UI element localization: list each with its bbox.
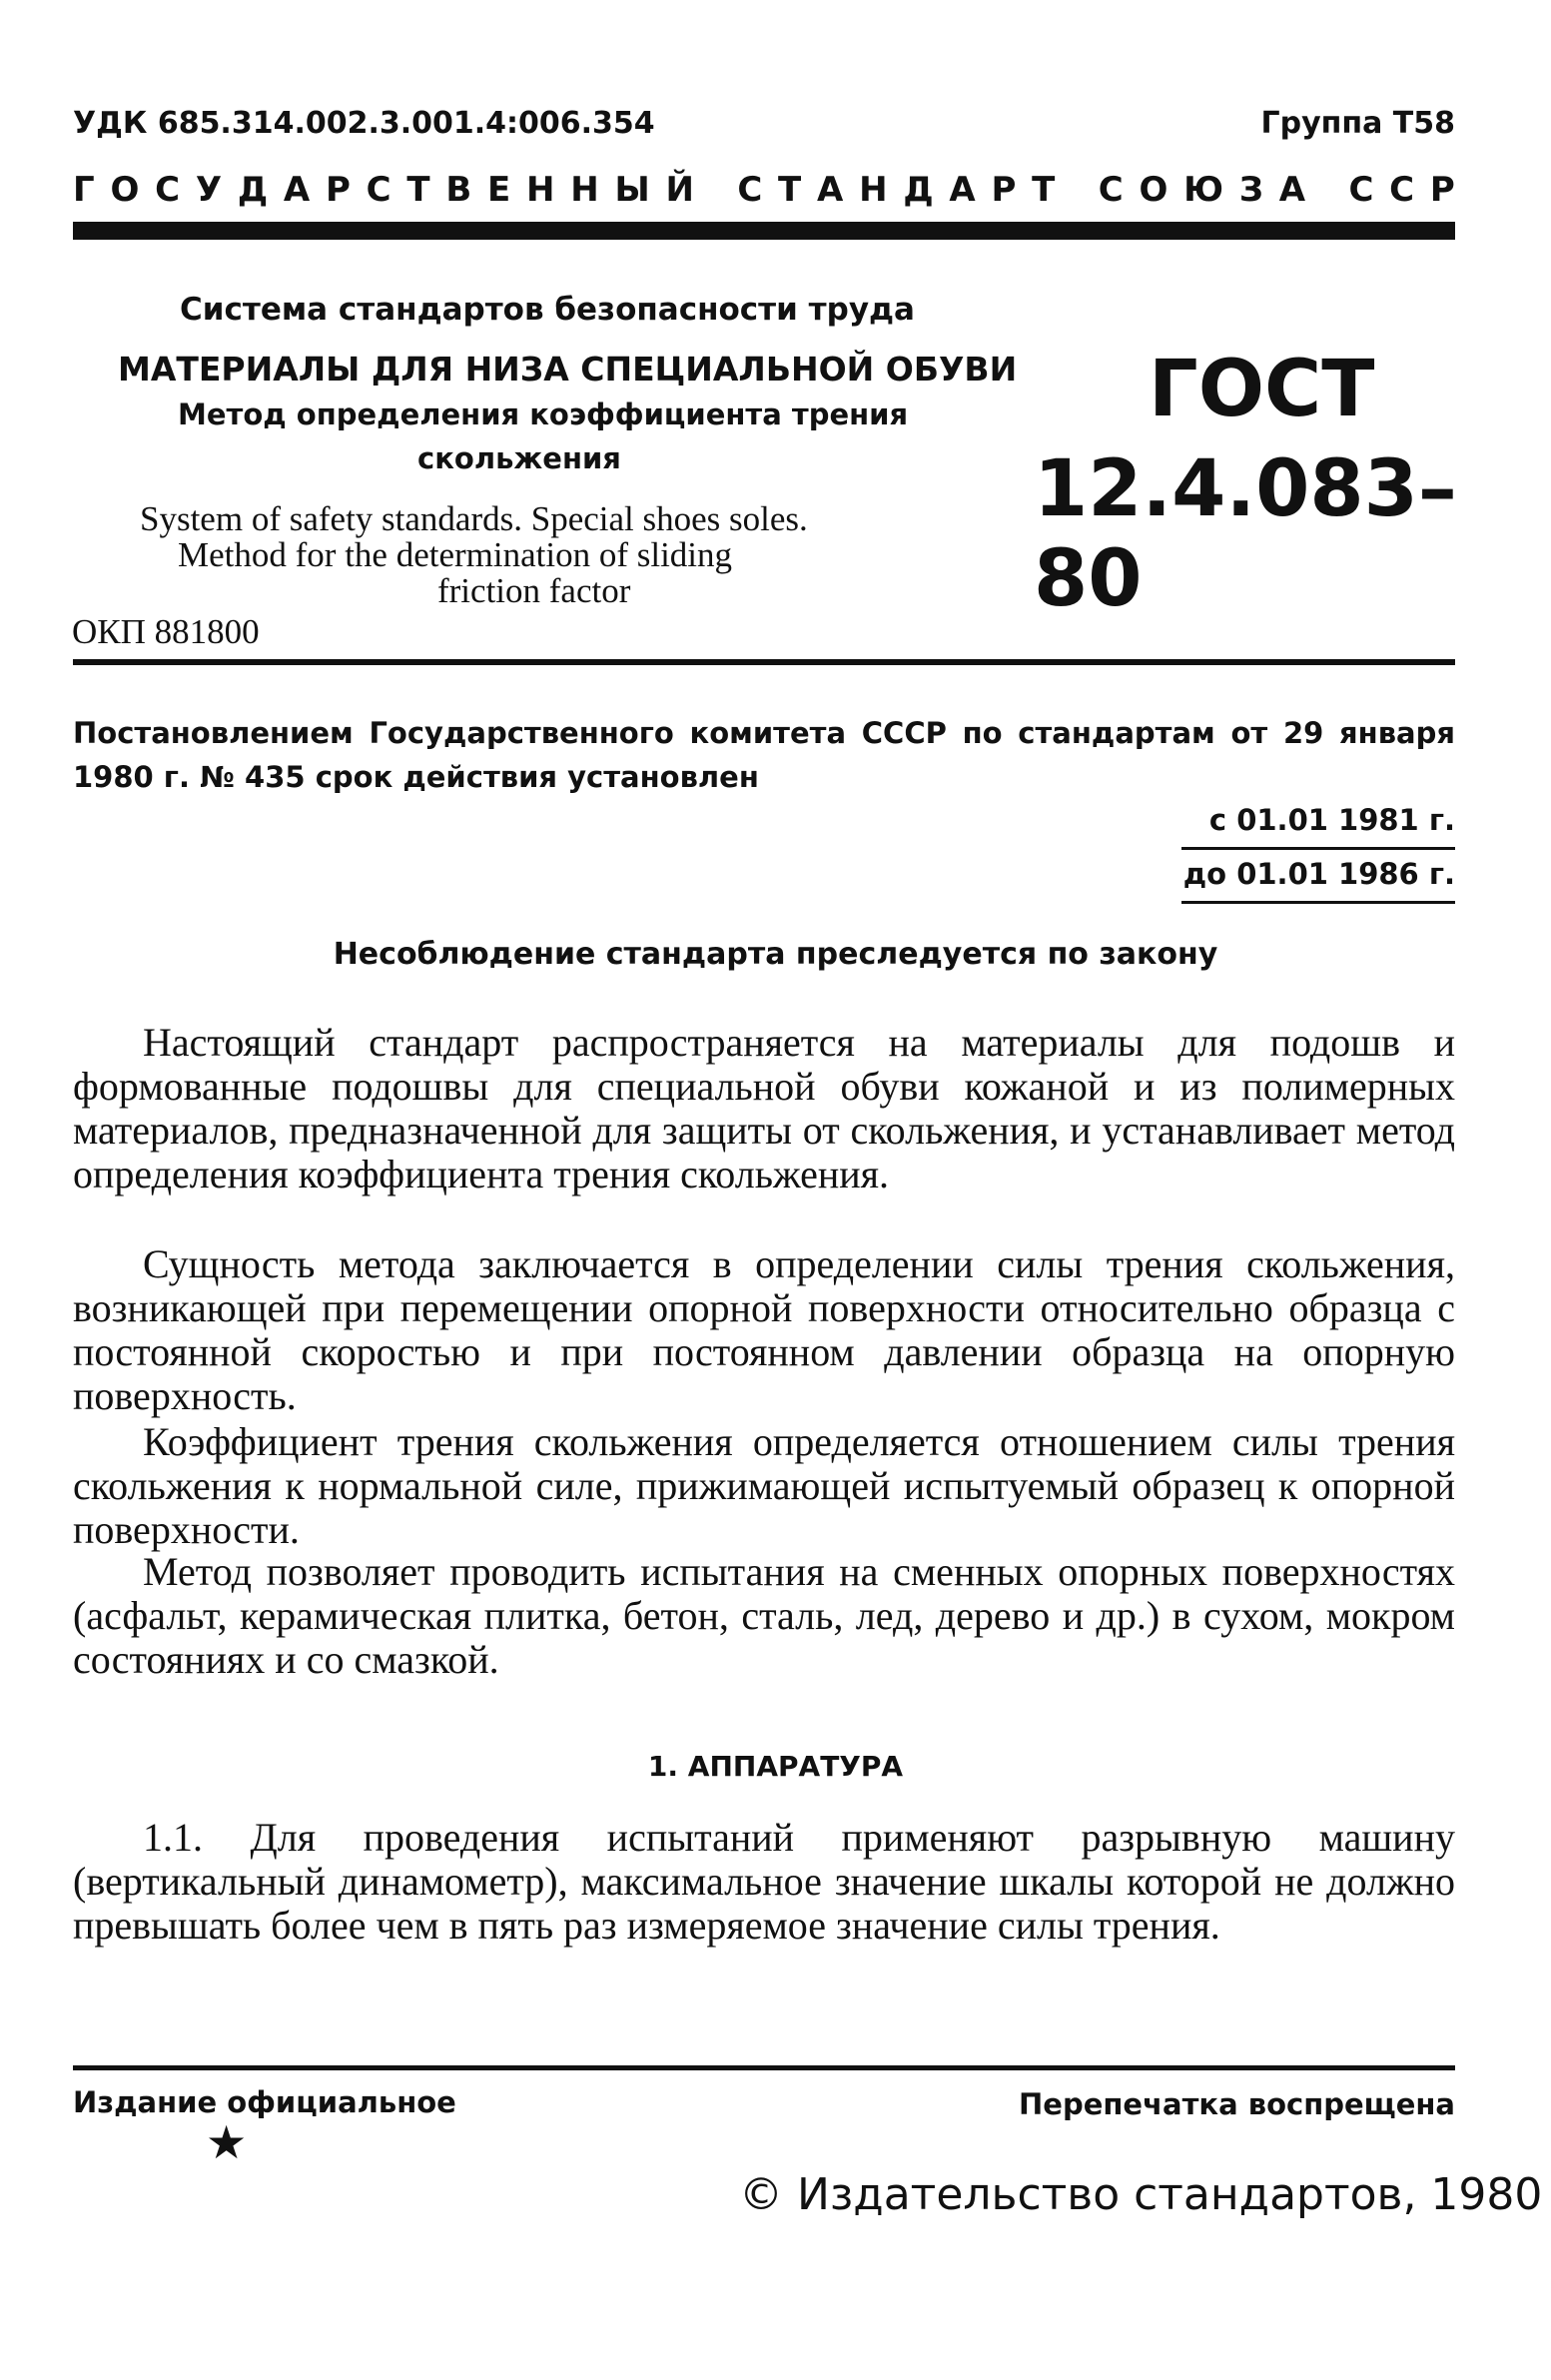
body-paragraph-coefficient: Коэффициент трения скольжения определяется отношением силы трения скольжения к нормальной силе, прижимающей испытуемый образец к опорной поверхности. [73, 1419, 1455, 1552]
title-block-rule [73, 659, 1455, 665]
document-subtitle-line2: скольжения [417, 441, 621, 475]
banner-letter: З [1238, 170, 1263, 210]
banner-letter: О [110, 170, 140, 210]
banner-letter: Г [73, 170, 95, 210]
body-paragraph-essence: Сущность метода заключается в определении силы трения скольжения, возникающей при перемещении опорной поверхности относительно образца с постоянной скоростью и при постоянном давлении образца на опорную поверхность. [73, 1241, 1455, 1418]
date-underline-2 [1181, 901, 1455, 904]
udk-code: УДК 685.314.002.3.001.4:006.354 [73, 106, 655, 141]
banner-letter: С [1098, 170, 1124, 210]
publisher-copyright: © Издательство стандартов, 1980 [739, 2169, 1543, 2220]
banner-letter: Д [237, 170, 269, 210]
banner-letter: В [445, 170, 472, 210]
official-edition-label: Издание официальное [73, 2085, 456, 2119]
banner-letter: Й [665, 170, 694, 210]
banner-letter: С [155, 170, 181, 210]
okp-code: ОКП 881800 [72, 612, 260, 651]
banner-letter: Д [903, 170, 934, 210]
penalty-notice: Несоблюдение стандарта преследуется по закону [333, 937, 1218, 972]
banner-letter: С [1348, 170, 1374, 210]
banner-letter [1071, 170, 1083, 210]
gost-label: ГОСТ [1149, 345, 1375, 434]
section-heading-apparatus: 1. АППАРАТУРА [647, 1750, 904, 1783]
banner-letter: Ю [1183, 170, 1224, 210]
top-thick-rule [73, 222, 1455, 240]
banner-letter: Р [1429, 170, 1455, 210]
valid-to-date: до 01.01 1986 г. [1182, 857, 1455, 891]
banner-letter: Р [991, 170, 1017, 210]
banner-letter: С [737, 170, 763, 210]
banner-letter: А [1278, 170, 1306, 210]
body-paragraph-scope: Настоящий стандарт распространяется на материалы для подошв и формованные подошвы для специальной обуви кожаной и из полимерных материалов, предназначенной для защиты от скольжения, и устанавливает метод определения коэффициента трения скольжения. [73, 1020, 1455, 1196]
reprint-prohibited-label: Перепечатка воспрещена [1019, 2087, 1455, 2121]
footer-rule [73, 2065, 1455, 2070]
banner-letter: Ы [614, 170, 650, 210]
star-icon: ★ [206, 2115, 248, 2169]
banner-letter: А [283, 170, 311, 210]
document-title: МАТЕРИАЛЫ ДЛЯ НИЗА СПЕЦИАЛЬНОЙ ОБУВИ [118, 350, 1018, 389]
decree-text: Постановлением Государственного комитета СССР по стандартам от 29 января 1980 г. № 435 срок действия установлен [73, 716, 1455, 794]
banner-letter: Н [570, 170, 599, 210]
banner-letter: С [366, 170, 391, 210]
document-subtitle-line1: Метод определения коэффициента трения [178, 397, 909, 431]
english-title-line3: friction factor [437, 571, 631, 610]
valid-from-date: с 01.01 1981 г. [1208, 803, 1455, 837]
banner-letter: У [195, 170, 223, 210]
banner-letter: А [949, 170, 976, 210]
banner-letter: Н [859, 170, 888, 210]
banner-letter: Т [778, 170, 802, 210]
english-title-line1: System of safety standards. Special shoes soles. [140, 499, 808, 538]
banner-letter [1321, 170, 1333, 210]
banner-letter: А [817, 170, 844, 210]
banner-letter: О [1139, 170, 1168, 210]
banner-letter: Н [526, 170, 555, 210]
banner-letter [710, 170, 722, 210]
date-underline-1 [1181, 847, 1455, 850]
body-paragraph-method: Метод позволяет проводить испытания на сменных опорных поверхностях (асфальт, керамическая плитка, бетон, сталь, лед, дерево и др.) в сухом, мокром состояниях и со смазкой. [73, 1549, 1455, 1682]
english-title-line2: Method for the determination of sliding [178, 535, 733, 574]
body-paragraph-1-1: 1.1. Для проведения испытаний применяют разрывную машину (вертикальный динамометр), максимальное значение шкалы которой не должно превышать более чем в пять раз измеряемое значение силы трения. [73, 1815, 1455, 1948]
banner-letter: Т [406, 170, 430, 210]
gost-number: 12.4.083–80 [1034, 444, 1457, 624]
banner-letter: Е [487, 170, 511, 210]
standards-system-title: Система стандартов безопасности труда [180, 292, 915, 328]
banner-letter: Р [325, 170, 351, 210]
banner-letter: С [1389, 170, 1415, 210]
group-code: Группа Т58 [1260, 106, 1455, 141]
banner-letter: Т [1032, 170, 1056, 210]
state-standard-banner [73, 170, 1455, 210]
